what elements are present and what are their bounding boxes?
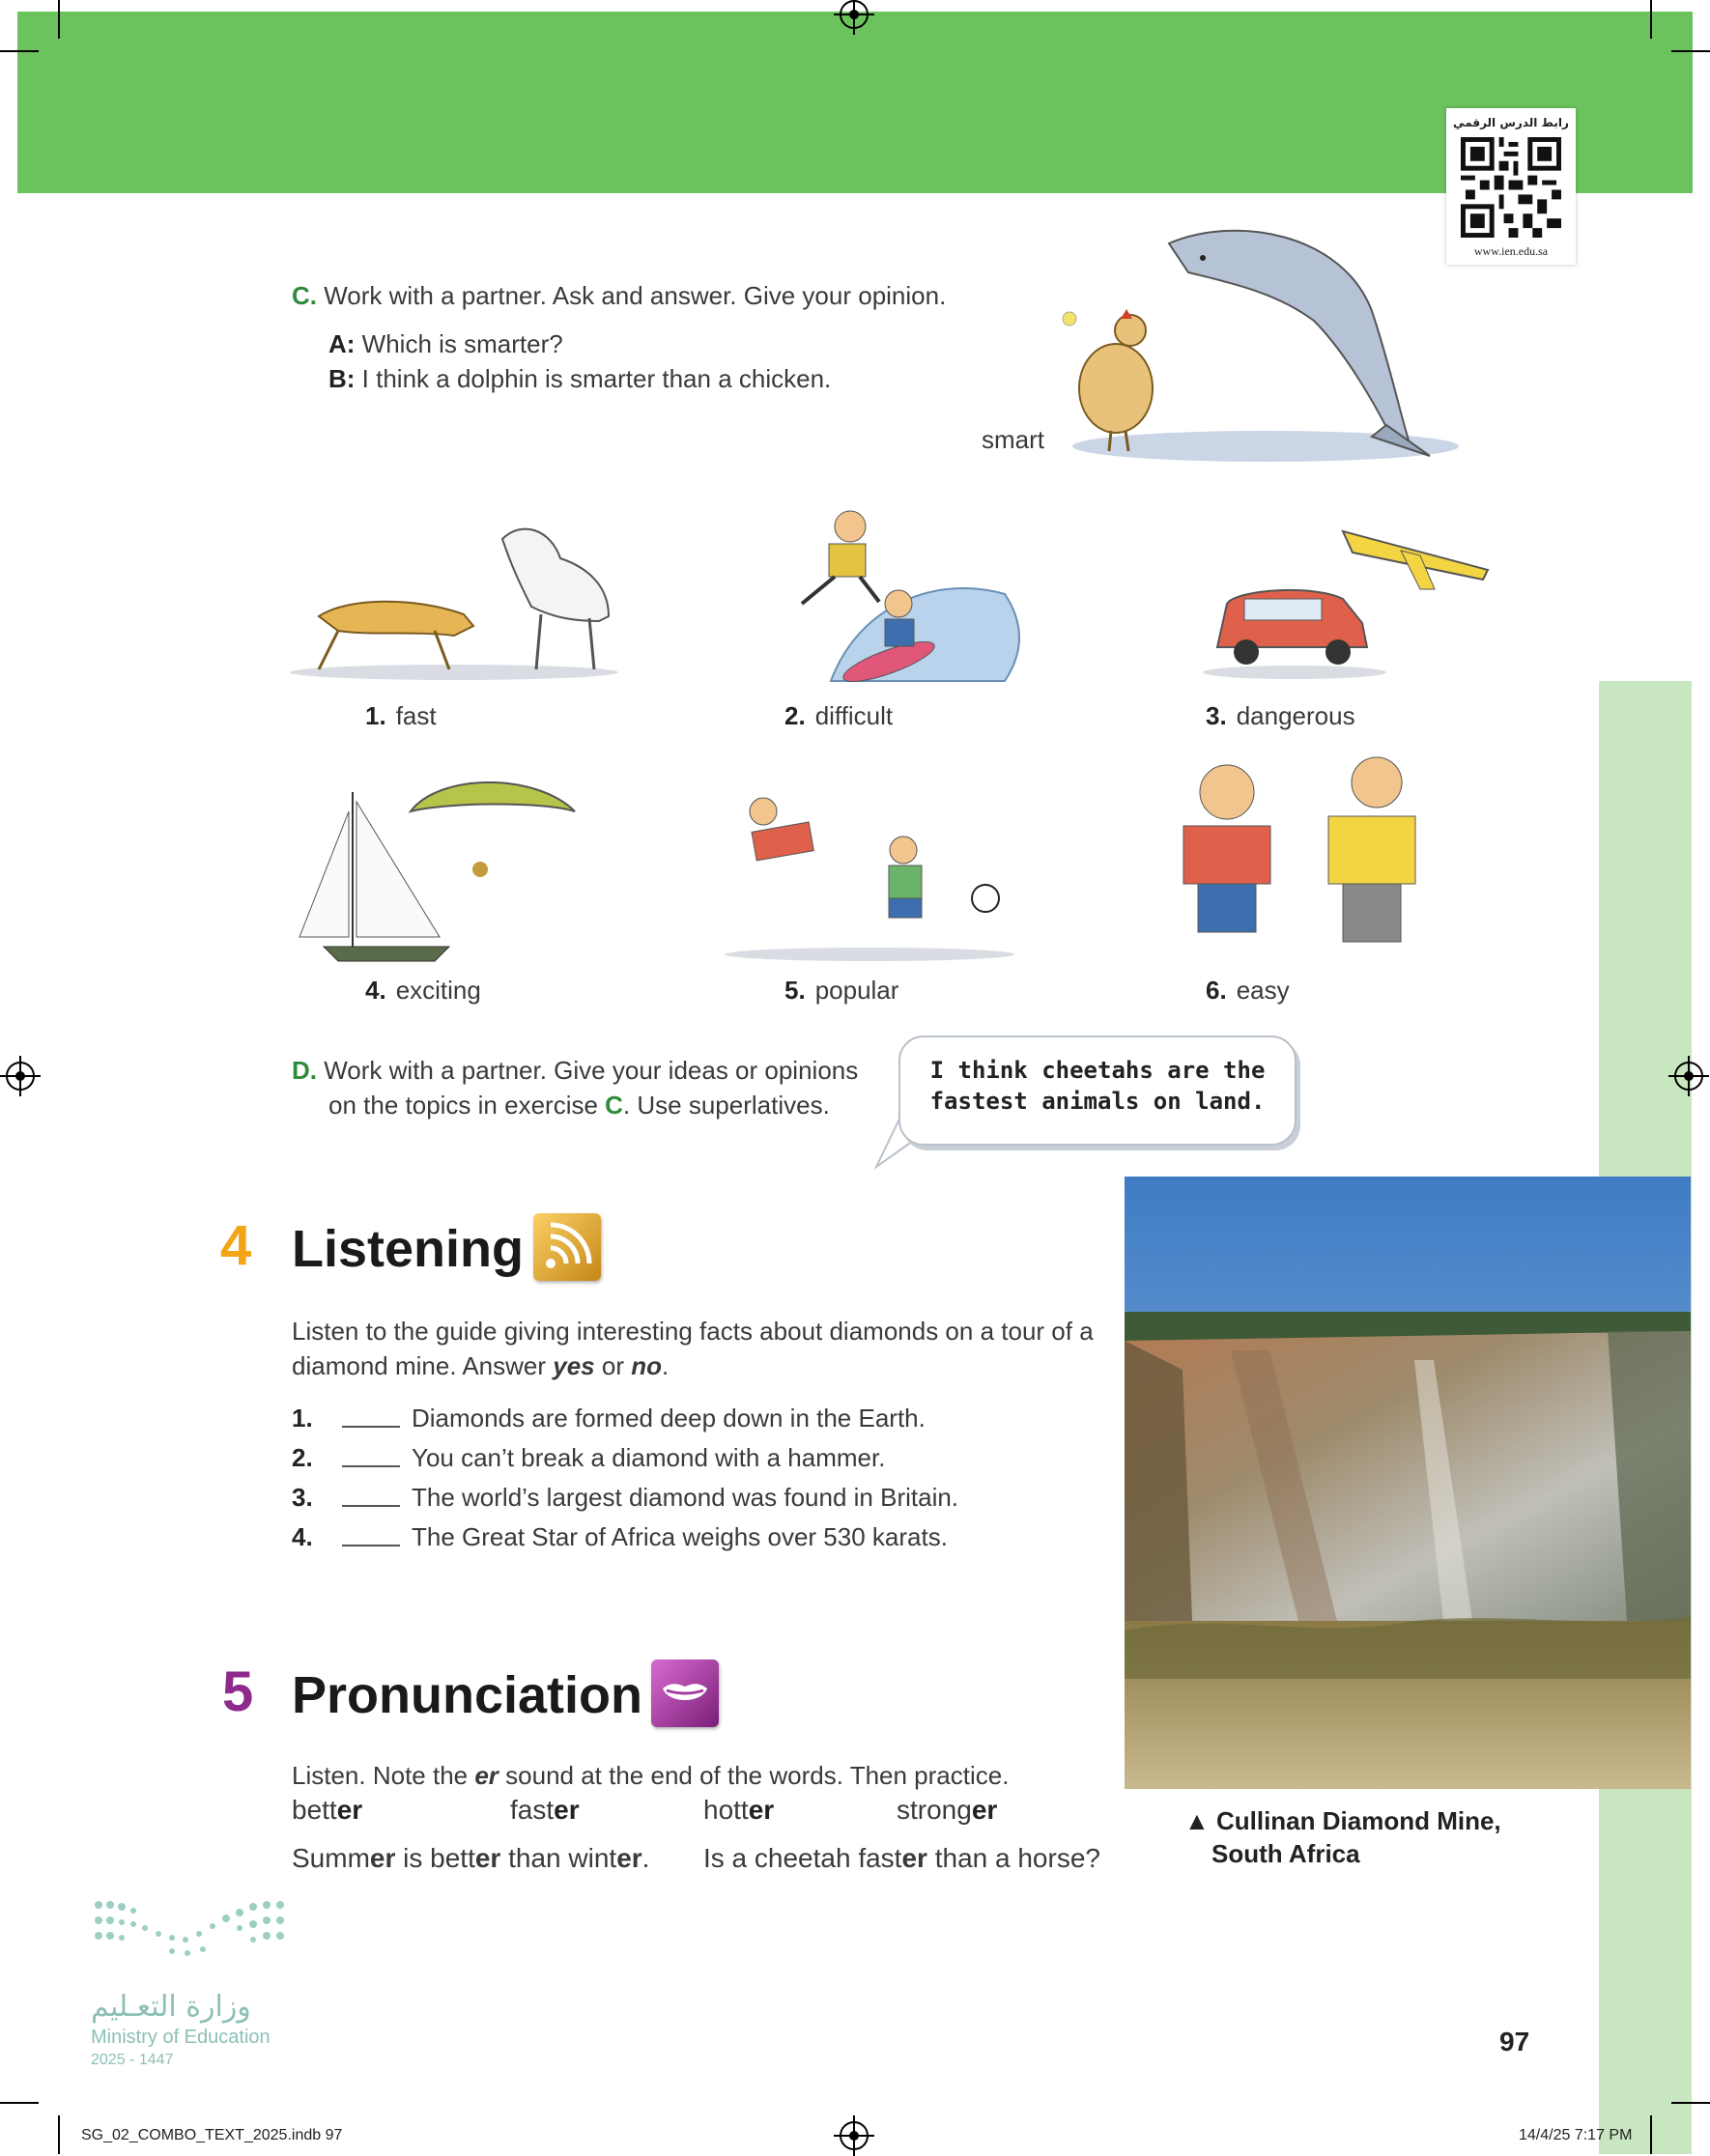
diamond-mine-photo xyxy=(1125,1177,1691,1789)
listening-intro-line-2 xyxy=(292,1348,669,1383)
exercise-c-letter: C. xyxy=(292,281,317,310)
footer-date: 14/4/25 7:17 PM xyxy=(1519,2127,1633,2143)
photo-caption xyxy=(1184,1804,1501,1870)
sentence-er: er xyxy=(474,1843,501,1873)
section-number: 4 xyxy=(220,1214,252,1277)
item-number: 5. xyxy=(784,976,806,1005)
exercise-d-line-2 xyxy=(328,1088,830,1122)
exercise-c-instruction xyxy=(292,278,946,313)
sentence-part: Is a cheetah fast xyxy=(703,1843,902,1873)
word-stem: strong xyxy=(897,1795,972,1825)
registration-mark-icon xyxy=(840,2121,869,2150)
item-number: 2. xyxy=(784,701,806,730)
listening-item xyxy=(292,1401,926,1435)
speech-bubble xyxy=(898,1035,1297,1146)
section-title: Listening xyxy=(292,1220,524,1278)
speaker-a: A: xyxy=(328,329,356,358)
exercise-d-line-1 xyxy=(292,1053,858,1088)
intro-text: diamond mine. Answer xyxy=(292,1351,554,1380)
crop-mark xyxy=(58,0,60,39)
listening-intro-line-1: Listen to the guide giving interesting facts about diamonds on a tour of a xyxy=(292,1317,1094,1346)
item-number: 6. xyxy=(1206,976,1227,1005)
pronunciation-word xyxy=(897,1795,997,1826)
registration-mark-icon xyxy=(840,0,869,29)
section-number: 5 xyxy=(222,1660,254,1723)
item-text: You can’t break a diamond with a hammer. xyxy=(412,1443,886,1472)
dialogue-line-b xyxy=(328,361,831,396)
exercise-c-text: Work with a partner. Ask and answer. Give your opinion. xyxy=(324,281,947,310)
sentence-part: than a horse? xyxy=(926,1843,1100,1873)
sentence-er: er xyxy=(901,1843,927,1873)
ministry-year: 2025 - 1447 xyxy=(91,2052,174,2068)
word-suffix: er xyxy=(971,1795,998,1825)
item-1-caption xyxy=(365,701,437,731)
item-text: The Great Star of Africa weighs over 530 karats. xyxy=(412,1522,948,1551)
item-2-caption xyxy=(784,701,893,731)
speaker-b: B: xyxy=(328,364,356,393)
sailboat-parachute-illustration xyxy=(275,773,584,966)
item-word: popular xyxy=(814,976,899,1005)
word-suffix: er xyxy=(554,1795,580,1825)
pronunciation-sentence-1 xyxy=(292,1843,649,1874)
crop-mark xyxy=(1650,0,1652,39)
smart-caption: smart xyxy=(982,425,1044,454)
item-4-caption xyxy=(365,976,481,1006)
item-word: exciting xyxy=(395,976,481,1005)
item-word: difficult xyxy=(814,701,894,730)
crop-mark xyxy=(1671,50,1710,52)
qr-code-icon xyxy=(1461,137,1561,238)
sentence-part: than wint xyxy=(500,1843,617,1873)
sentence-part: Summ xyxy=(292,1843,370,1873)
cheetah-horse-illustration xyxy=(280,500,628,684)
qr-url: www.ien.edu.sa xyxy=(1473,244,1549,258)
item-number: 2. xyxy=(292,1443,313,1472)
registration-mark-icon xyxy=(6,1062,35,1091)
pronunciation-sentence-2 xyxy=(703,1843,1100,1874)
listening-item xyxy=(292,1519,948,1554)
ministry-dots-logo-icon xyxy=(91,1895,294,1972)
item-number: 1. xyxy=(292,1404,313,1433)
boys-reading-illustration xyxy=(1145,749,1454,961)
sentence-er: er xyxy=(616,1843,642,1873)
word-stem: hott xyxy=(703,1795,749,1825)
listening-item xyxy=(292,1440,885,1475)
item-text: The world’s largest diamond was found in Britain. xyxy=(412,1483,959,1512)
speech-bubble-text xyxy=(900,1055,1295,1117)
caption-triangle-icon: ▲ xyxy=(1184,1806,1210,1835)
item-word: easy xyxy=(1236,976,1290,1005)
crop-mark xyxy=(58,2115,60,2154)
pronunciation-intro xyxy=(292,1758,1009,1793)
caption-line: South Africa xyxy=(1211,1839,1360,1868)
sentence-part: is bett xyxy=(395,1843,475,1873)
bubble-line: fastest animals on land. xyxy=(929,1088,1266,1115)
word-stem: bett xyxy=(292,1795,337,1825)
mouth-icon xyxy=(651,1660,719,1727)
page-number: 97 xyxy=(1499,2027,1530,2057)
car-airplane-illustration xyxy=(1198,512,1507,681)
sentence-er: er xyxy=(369,1843,396,1873)
sound-waves-icon xyxy=(533,1213,601,1281)
pronunciation-icon[interactable] xyxy=(651,1660,719,1727)
er-sound: er xyxy=(474,1761,499,1790)
answer-blank[interactable] xyxy=(342,1401,400,1428)
item-word: fast xyxy=(395,701,437,730)
word-stem: fast xyxy=(510,1795,555,1825)
ministry-arabic: وزارة التعـليم xyxy=(91,1990,251,2024)
caption-line: Cullinan Diamond Mine, xyxy=(1215,1806,1501,1835)
exercise-ref: C xyxy=(605,1091,623,1120)
football-players-illustration xyxy=(715,782,1024,966)
item-6-caption xyxy=(1206,976,1290,1006)
item-text: Diamonds are formed deep down in the Earth. xyxy=(412,1404,926,1433)
header-banner xyxy=(17,12,1693,193)
intro-text: sound at the end of the words. Then practice. xyxy=(498,1761,1010,1790)
item-3-caption xyxy=(1206,701,1355,731)
item-number: 4. xyxy=(292,1522,313,1551)
audio-icon[interactable] xyxy=(533,1213,601,1281)
registration-mark-icon xyxy=(1674,1062,1703,1091)
word-suffix: er xyxy=(336,1795,363,1825)
answer-blank[interactable] xyxy=(342,1519,400,1546)
ministry-logo xyxy=(91,1895,303,2069)
exercise-d-text: on the topics in exercise xyxy=(328,1091,606,1120)
exercise-d-letter: D. xyxy=(292,1056,317,1085)
dolphin-chicken-illustration xyxy=(1024,205,1468,466)
dialogue-text: I think a dolphin is smarter than a chicken. xyxy=(361,364,832,393)
item-number: 3. xyxy=(292,1483,313,1512)
pronunciation-word xyxy=(292,1795,362,1826)
item-number: 4. xyxy=(365,976,386,1005)
answer-yes: yes xyxy=(553,1351,595,1380)
dialogue-text: Which is smarter? xyxy=(361,329,563,358)
exercise-d-text: Work with a partner. Give your ideas or opinions xyxy=(324,1056,859,1085)
item-number: 1. xyxy=(365,701,386,730)
crop-mark xyxy=(1671,2102,1710,2104)
ministry-english: Ministry of Education xyxy=(91,2027,271,2048)
crop-mark xyxy=(0,2102,39,2104)
intro-text: . xyxy=(661,1351,670,1380)
listening-item xyxy=(292,1480,958,1515)
item-number: 3. xyxy=(1206,701,1227,730)
sentence-part: . xyxy=(641,1843,650,1873)
answer-blank[interactable] xyxy=(342,1440,400,1467)
skater-surfer-illustration xyxy=(715,488,1043,691)
crop-mark xyxy=(0,50,39,52)
footer-file: SG_02_COMBO_TEXT_2025.indb 97 xyxy=(81,2127,343,2143)
answer-no: no xyxy=(631,1351,662,1380)
crop-mark xyxy=(1650,2115,1652,2154)
bubble-line: I think cheetahs are the xyxy=(929,1057,1266,1084)
pronunciation-word xyxy=(510,1795,580,1826)
section-title: Pronunciation xyxy=(292,1666,642,1724)
qr-title: رابط الدرس الرقمي xyxy=(1453,116,1569,129)
item-5-caption xyxy=(784,976,898,1006)
intro-text: or xyxy=(594,1351,632,1380)
exercise-d-text: . Use superlatives. xyxy=(622,1091,830,1120)
item-word: dangerous xyxy=(1236,701,1355,730)
word-suffix: er xyxy=(748,1795,775,1825)
intro-text: Listen. Note the xyxy=(292,1761,475,1790)
dialogue-line-a xyxy=(328,326,563,361)
pronunciation-word xyxy=(703,1795,774,1826)
answer-blank[interactable] xyxy=(342,1480,400,1507)
